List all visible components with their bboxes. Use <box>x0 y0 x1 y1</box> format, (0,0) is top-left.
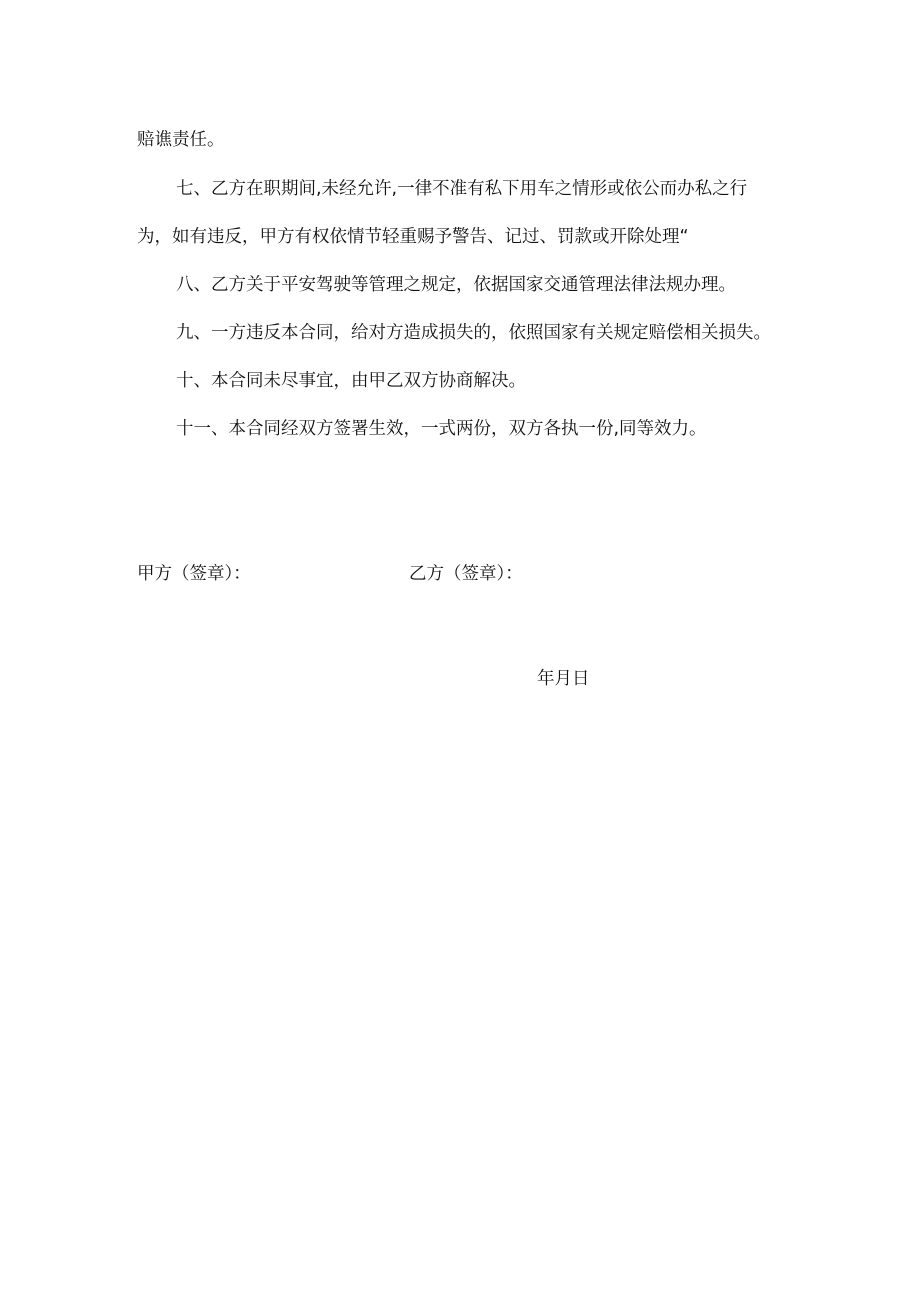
date-label: 年月日 <box>537 669 590 689</box>
party-b-signature-label: 乙方（签章）： <box>409 564 523 584</box>
clause-10: 十、本合同未尽事宜，由甲乙双方协商解决。 <box>176 371 526 391</box>
clause-7-line-2: 为，如有违反，甲方有权依情节轻重赐予警告、记过、罚款或开除处理“ <box>137 227 689 247</box>
clause-6-continuation: 赔谯责任。 <box>137 130 225 150</box>
clause-9: 九、一方违反本合同，给对方造成损失的，依照国家有关规定赔偿相关损失。 <box>176 323 771 343</box>
party-a-signature-label: 甲方（签章）： <box>137 564 251 584</box>
clause-11: 十一、本合同经双方签署生效，一式两份，双方各执一份,同等效力。 <box>176 419 707 439</box>
clause-8: 八、乙方关于平安驾驶等管理之规定，依据国家交通管理法律法规办理。 <box>176 275 736 295</box>
clause-7-line-1: 七、乙方在职期间,未经允许,一律不准有私下用车之情形或依公而办私之行 <box>176 179 748 199</box>
